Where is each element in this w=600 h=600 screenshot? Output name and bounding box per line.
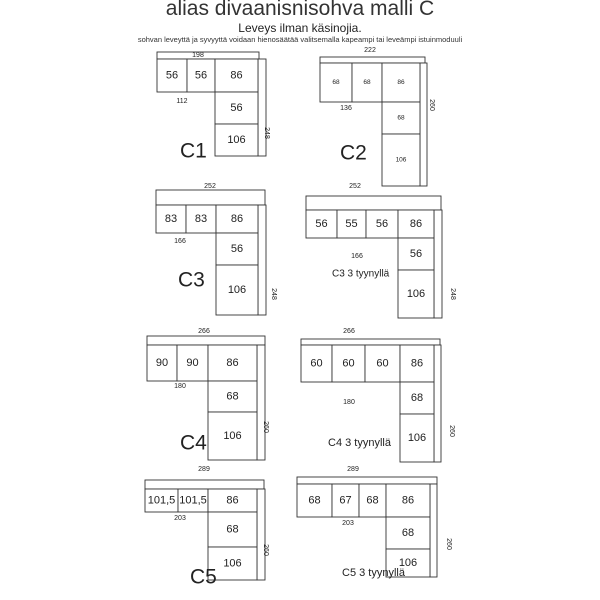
armrest-C5-3 (430, 484, 437, 577)
seat-value-C5-3-2: 67 (339, 494, 352, 507)
height-label-C4-3: 260 (448, 425, 456, 437)
armrest-C4-3 (434, 345, 441, 462)
seat-value-C4-3: 86 (226, 356, 239, 369)
total-width-label-C5: 289 (198, 465, 210, 473)
seat-value-C2-2: 68 (363, 79, 371, 87)
seat-width-label-C4-3: 180 (343, 398, 355, 406)
armrest-C4 (257, 345, 265, 460)
seat-width-label-C2: 136 (340, 104, 352, 112)
backrest-C5-3 (297, 477, 437, 484)
seat-value-C5-5: 106 (223, 557, 242, 570)
seat-width-label-C3-3: 166 (351, 252, 363, 260)
seat-value-C5-3-5: 68 (401, 526, 415, 539)
backrest-C1 (157, 52, 259, 59)
model-name-C4: C4 (180, 431, 207, 455)
seat-value-C5-2: 101,5 (179, 494, 207, 507)
total-width-label-C4-3: 266 (343, 327, 355, 335)
seat-value-C3-1: 83 (164, 212, 178, 225)
page-title: alias divaanisnisohva malli C (165, 0, 435, 20)
seat-value-C2-5: 106 (395, 156, 407, 164)
page-subtitle: Leveys ilman käsinojia. (238, 21, 362, 35)
seat-value-C2-4: 68 (397, 114, 405, 122)
seat-width-label-C5: 203 (174, 514, 186, 522)
backrest-C3-3 (306, 196, 441, 210)
seat-width-label-C3: 166 (174, 237, 186, 245)
seat-value-C5-4: 68 (226, 523, 239, 536)
seat-value-C5-3-6: 106 (398, 556, 418, 569)
seat-value-C4-5: 106 (223, 429, 242, 442)
backrest-C4 (147, 336, 265, 345)
seat-value-C3-3-5: 56 (409, 247, 423, 260)
model-name-C3-3: C3 3 tyynyllä (332, 268, 390, 280)
height-label-C4: 260 (262, 421, 270, 433)
model-name-C2: C2 (340, 141, 367, 165)
model-name-C5: C5 (190, 565, 217, 589)
total-width-label-C1: 198 (192, 51, 204, 59)
seat-value-C3-3-2: 55 (345, 217, 358, 230)
total-width-label-C2: 222 (364, 46, 376, 54)
seat-value-C1-5: 106 (227, 133, 246, 146)
seat-value-C4-3-1: 60 (310, 357, 323, 370)
total-width-label-C5-3: 289 (347, 465, 359, 473)
height-label-C5: 260 (262, 544, 270, 556)
armrest-C3 (258, 205, 266, 315)
seat-value-C4-3-2: 60 (342, 357, 355, 370)
seat-value-C4-3-4: 86 (410, 357, 424, 370)
seat-value-C5-1: 101,5 (147, 494, 176, 507)
model-name-C4-3: C4 3 tyynyllä (328, 436, 391, 449)
seat-value-C1-4: 56 (230, 101, 243, 114)
armrest-C5 (257, 489, 265, 580)
seat-value-C3-2: 83 (194, 212, 208, 225)
seat-value-C5-3: 86 (226, 494, 239, 507)
total-width-label-C4: 266 (198, 327, 210, 335)
seat-value-C5-3-1: 68 (308, 494, 321, 507)
seat-value-C3-3-3: 56 (375, 217, 389, 230)
total-width-label-C3: 252 (204, 182, 216, 190)
seat-value-C4-3-3: 60 (376, 357, 389, 370)
height-label-C3-3: 248 (449, 288, 457, 300)
seat-value-C1-3: 86 (230, 69, 243, 82)
seat-value-C3-3: 86 (230, 212, 244, 225)
seat-value-C1-1: 56 (165, 69, 179, 82)
height-label-C5-3: 260 (445, 538, 453, 550)
seat-value-C2-3: 86 (397, 79, 405, 87)
seat-value-C3-3-4: 86 (409, 217, 423, 230)
armrest-C1 (258, 59, 266, 156)
seat-value-C5-3-3: 68 (366, 494, 379, 507)
armrest-C3-3 (434, 210, 442, 318)
height-label-C1: 248 (263, 127, 271, 139)
backrest-C3 (156, 190, 265, 205)
seat-value-C3-3-1: 56 (315, 217, 328, 230)
model-name-C5-3: C5 3 tyynyllä (342, 566, 405, 579)
backrest-C5 (145, 480, 264, 489)
seat-value-C5-3-4: 86 (401, 494, 415, 507)
backrest-C4-3 (301, 339, 440, 345)
model-name-C3: C3 (178, 268, 205, 292)
backrest-C2 (320, 57, 425, 63)
model-name-C1: C1 (180, 139, 207, 163)
seat-value-C4-2: 90 (186, 356, 199, 369)
seat-value-C3-3-6: 106 (406, 287, 426, 300)
page-note: sohvan leveyttä ja syvyyttä voidaan hienosäätää valitsemalla kapeampi tai leveämpi istuinmoduuli (137, 35, 463, 44)
seat-value-C4-1: 90 (155, 356, 169, 369)
seat-value-C2-1: 68 (332, 79, 340, 87)
seat-value-C4-4: 68 (226, 390, 239, 403)
seat-value-C4-3-6: 106 (407, 431, 427, 444)
seat-value-C1-2: 56 (194, 69, 208, 82)
total-width-label-C3-3: 252 (349, 182, 361, 190)
height-label-C3: 248 (270, 288, 278, 300)
seat-value-C3-4: 56 (230, 242, 244, 255)
armrest-C2 (420, 63, 427, 186)
seat-width-label-C5-3: 203 (342, 519, 354, 527)
height-label-C2: 260 (428, 99, 436, 111)
seat-value-C4-3-5: 68 (410, 391, 424, 404)
seat-width-label-C1: 112 (176, 97, 188, 105)
seat-width-label-C4: 180 (174, 382, 186, 390)
seat-value-C3-5: 106 (227, 283, 247, 296)
